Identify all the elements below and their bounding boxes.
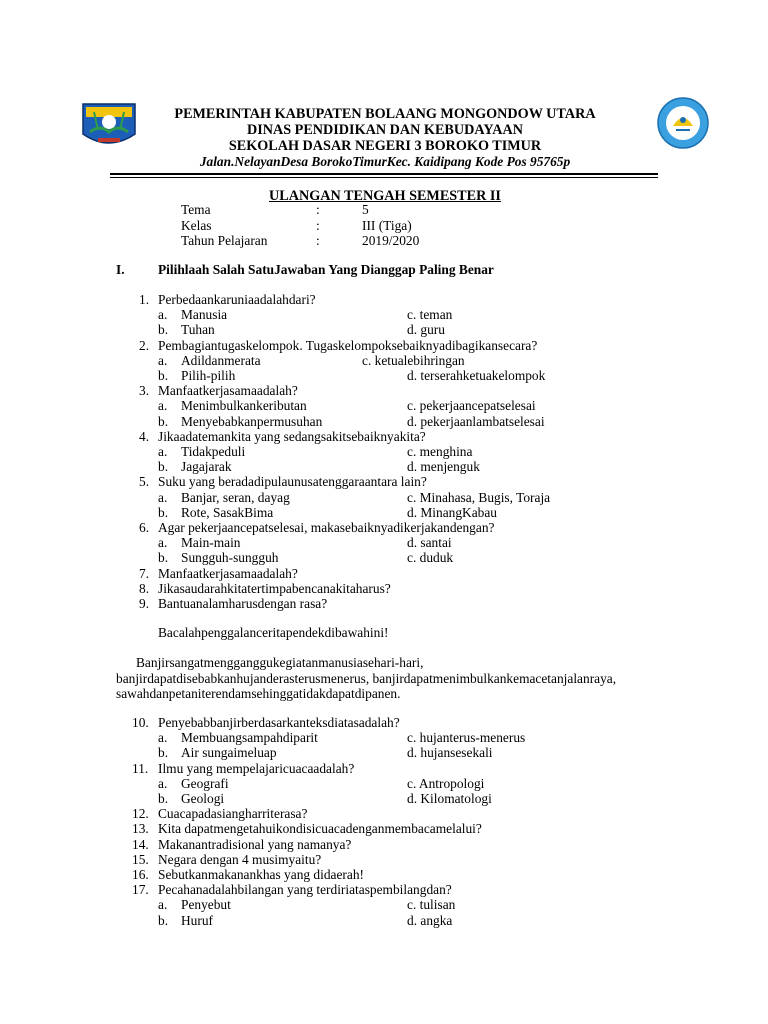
question-text: Pecahanadalahbilangan yang terdiriataspembilangdan?: [158, 882, 452, 898]
question-text: Suku yang beradadipulaunusatenggaraantara lain?: [158, 474, 427, 490]
question-number: 3.: [139, 383, 150, 399]
question-number: 12.: [132, 806, 149, 822]
header-line-2: DINAS PENDIDIKAN DAN KEBUDAYAAN: [246, 122, 524, 138]
option-left: Rote, SasakBima: [181, 504, 274, 520]
question-text: Pembagiantugaskelompok. Tugaskelompoksebaiknyadibagikansecara?: [158, 337, 538, 353]
section-number: I.: [116, 262, 125, 277]
option-right: c. duduk: [407, 550, 454, 566]
info-value: 2019/2020: [362, 233, 420, 248]
option-left: Membuangsampahdiparit: [181, 730, 318, 746]
question-text: Cuacapadasiangharriterasa?: [158, 806, 308, 822]
header-rule-thick: [110, 173, 658, 175]
question-text: Kita dapatmengetahuikondisicuacadenganmembacamelalui?: [158, 821, 482, 837]
question-number: 2.: [139, 337, 150, 353]
option-right: c. Antropologi: [407, 775, 485, 791]
option-left: Main-main: [181, 535, 241, 551]
question-text: Agar pekerjaancepatselesai, makasebaiknyadikerjakandengan?: [158, 520, 495, 535]
option-left: Banjar, seran, dayag: [181, 489, 290, 505]
option-right: c. Minahasa, Bugis, Toraja: [407, 489, 551, 505]
option-right: c. tulisan: [407, 897, 456, 913]
question-number: 9.: [139, 596, 150, 611]
option-right: d. pekerjaanlambatselesai: [407, 413, 545, 429]
info-value: III (Tiga): [362, 217, 412, 233]
option-letter: b.: [158, 791, 169, 806]
regency-crest-logo: [80, 100, 138, 152]
header-line-3: SEKOLAH DASAR NEGERI 3 BOROKO TIMUR: [228, 138, 542, 154]
option-right: c. menghina: [407, 444, 473, 459]
question-text: Jikaadatemankita yang sedangsakitsebaiknyakita?: [158, 428, 426, 444]
option-right: d. Kilomatologi: [407, 791, 492, 806]
option-right: d. hujansesekali: [407, 745, 493, 761]
question-number: 10.: [132, 715, 149, 730]
option-left: Pilih-pilih: [181, 368, 236, 383]
option-letter: a.: [158, 730, 168, 746]
option-left: Air sungaimeluap: [181, 745, 277, 761]
question-text: Perbedaankaruniaadalahdari?: [158, 292, 316, 307]
header-rule-thin: [110, 177, 658, 178]
option-left: Geologi: [181, 791, 225, 806]
option-letter: a.: [158, 775, 168, 791]
option-left: Manusia: [181, 307, 228, 323]
option-letter: b.: [158, 322, 169, 338]
story-instruction: Bacalahpenggalanceritapendekdibawahini!: [158, 625, 389, 640]
question-text: Penyebabbanjirberdasarkanteksdiatasadalah?: [158, 715, 400, 730]
info-separator: :: [316, 233, 320, 248]
question-number: 16.: [132, 867, 149, 882]
option-right: d. guru: [407, 322, 445, 338]
header-address: Jalan.NelayanDesa BorokoTimurKec. Kaidipang Kode Pos 95765p: [199, 154, 571, 169]
option-left: Tidakpeduli: [181, 444, 246, 459]
option-right: d. santai: [407, 535, 452, 551]
option-letter: b.: [158, 745, 169, 761]
question-number: 6.: [139, 520, 150, 535]
question-text: Bantuanalamharusdengan rasa?: [158, 596, 328, 611]
question-number: 17.: [132, 882, 149, 898]
option-letter: b.: [158, 504, 169, 520]
option-letter: a.: [158, 307, 168, 323]
story-line-3: sawahdanpetaniterendamsehinggatidakdapatdipanen.: [116, 686, 401, 701]
info-separator: :: [316, 217, 320, 233]
info-value: 5: [362, 202, 369, 217]
option-left: Penyebut: [181, 897, 231, 913]
option-letter: b.: [158, 912, 169, 928]
question-number: 15.: [132, 851, 149, 867]
info-label: Tema: [181, 202, 211, 217]
option-left: Huruf: [181, 912, 213, 928]
info-separator: :: [316, 202, 320, 217]
info-label: Kelas: [181, 217, 212, 233]
option-letter: b.: [158, 459, 169, 475]
option-letter: a.: [158, 444, 168, 459]
option-left: Tuhan: [181, 322, 215, 338]
option-left: Geografi: [181, 775, 229, 791]
option-letter: a.: [158, 535, 168, 551]
tut-wuri-handayani-logo: [656, 96, 710, 150]
question-text: Manfaatkerjasamaadalah?: [158, 565, 298, 581]
question-number: 14.: [132, 836, 149, 852]
question-text: Jikasaudarahkitatertimpabencanakitaharus?: [158, 580, 391, 596]
question-text: Sebutkanmakanankhas yang didaerah!: [158, 867, 364, 882]
option-left: Jagajarak: [181, 459, 232, 475]
question-number: 5.: [139, 474, 150, 490]
option-letter: a.: [158, 489, 168, 505]
question-number: 1.: [139, 292, 150, 307]
info-label: Tahun Pelajaran: [181, 233, 268, 248]
option-letter: a.: [158, 352, 168, 368]
option-right: d. angka: [407, 912, 453, 928]
option-right: d. terserahketuakelompok: [407, 368, 546, 383]
option-right: c. teman: [407, 307, 453, 323]
option-left: Adildanmerata: [181, 352, 261, 368]
option-letter: a.: [158, 897, 168, 913]
option-right: d. menjenguk: [407, 459, 480, 475]
story-line-2: banjirdapatdisebabkanhujanderasterusmenerus, banjirdapatmenimbulkankemacetanjalanraya,: [116, 671, 617, 686]
option-right: c. ketualebihringan: [362, 352, 465, 368]
question-text: Makanantradisional yang namanya?: [158, 836, 352, 852]
option-letter: a.: [158, 398, 168, 414]
question-number: 8.: [139, 580, 150, 596]
option-left: Menimbulkankeributan: [181, 398, 307, 414]
option-letter: b.: [158, 413, 169, 429]
section-title: Pilihlaah Salah SatuJawaban Yang Dianggap Paling Benar: [158, 262, 494, 277]
option-left: Menyebabkanpermusuhan: [181, 413, 323, 429]
question-number: 13.: [132, 821, 149, 837]
option-right: c. pekerjaancepatselesai: [407, 398, 536, 414]
exam-title: ULANGAN TENGAH SEMESTER II: [269, 188, 501, 204]
story-line-1: Banjirsangatmengganggukegiatanmanusiasehari-hari,: [136, 655, 424, 670]
question-text: Ilmu yang mempelajaricuacaadalah?: [158, 760, 355, 776]
question-text: Negara dengan 4 musimyaitu?: [158, 851, 322, 867]
option-right: d. MinangKabau: [407, 504, 497, 520]
option-right: c. hujanterus-menerus: [407, 730, 526, 746]
option-letter: b.: [158, 368, 169, 383]
question-number: 11.: [132, 760, 149, 776]
question-number: 7.: [139, 565, 150, 581]
option-left: Sungguh-sungguh: [181, 550, 279, 566]
question-number: 4.: [139, 428, 150, 444]
question-text: Manfaatkerjasamaadalah?: [158, 383, 298, 399]
option-letter: b.: [158, 550, 169, 566]
header-line-1: PEMERINTAH KABUPATEN BOLAANG MONGONDOW UTARA: [174, 106, 596, 122]
